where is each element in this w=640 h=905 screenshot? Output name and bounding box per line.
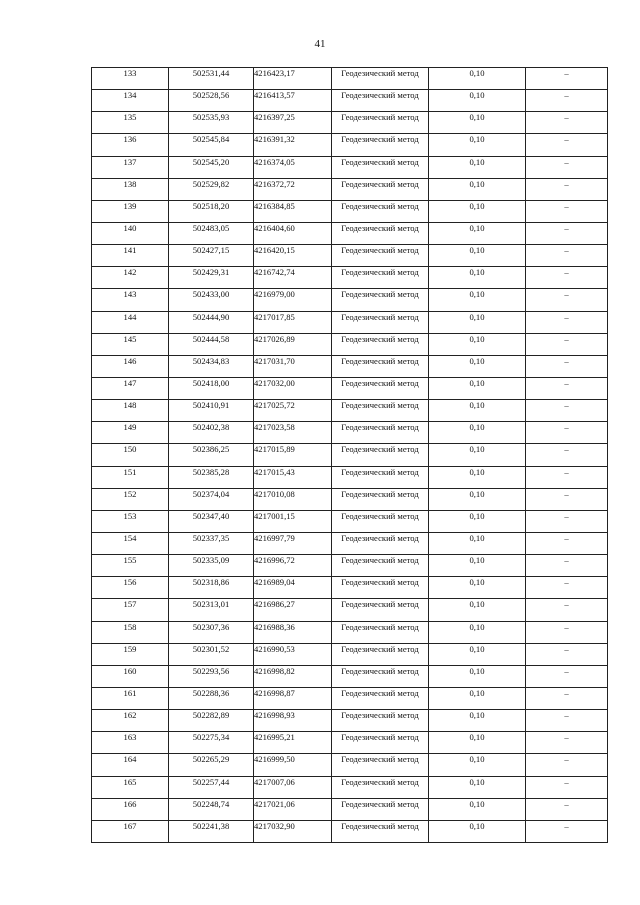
x-coordinate-cell: 502386,25: [169, 444, 254, 466]
x-coordinate-cell: 502385,28: [169, 466, 254, 488]
dash-cell: –: [526, 355, 608, 377]
y-coordinate-cell: 4216404,60: [254, 222, 332, 244]
point-number-cell: 160: [92, 665, 169, 687]
method-cell: Геодезический метод: [332, 687, 429, 709]
x-coordinate-cell: 502313,01: [169, 599, 254, 621]
point-number-cell: 164: [92, 754, 169, 776]
x-coordinate-cell: 502535,93: [169, 112, 254, 134]
point-number-cell: 161: [92, 687, 169, 709]
method-cell: Геодезический метод: [332, 267, 429, 289]
accuracy-cell: 0,10: [429, 466, 526, 488]
method-cell: Геодезический метод: [332, 112, 429, 134]
dash-cell: –: [526, 200, 608, 222]
x-coordinate-cell: 502347,40: [169, 510, 254, 532]
point-number-cell: 148: [92, 400, 169, 422]
dash-cell: –: [526, 820, 608, 842]
y-coordinate-cell: 4216413,57: [254, 90, 332, 112]
method-cell: Геодезический метод: [332, 355, 429, 377]
method-cell: Геодезический метод: [332, 754, 429, 776]
method-cell: Геодезический метод: [332, 466, 429, 488]
method-cell: Геодезический метод: [332, 134, 429, 156]
table-row: [92, 776, 608, 798]
method-cell: Геодезический метод: [332, 488, 429, 510]
x-coordinate-cell: 502433,00: [169, 289, 254, 311]
table-row: [92, 466, 608, 488]
accuracy-cell: 0,10: [429, 687, 526, 709]
accuracy-cell: 0,10: [429, 377, 526, 399]
x-coordinate-cell: 502545,84: [169, 134, 254, 156]
point-number-cell: 141: [92, 245, 169, 267]
point-number-cell: 145: [92, 333, 169, 355]
y-coordinate-cell: 4216979,00: [254, 289, 332, 311]
accuracy-cell: 0,10: [429, 311, 526, 333]
x-coordinate-cell: 502418,00: [169, 377, 254, 399]
dash-cell: –: [526, 333, 608, 355]
x-coordinate-cell: 502241,38: [169, 820, 254, 842]
table-row: [92, 732, 608, 754]
dash-cell: –: [526, 555, 608, 577]
point-number-cell: 143: [92, 289, 169, 311]
page-number: 41: [314, 38, 326, 50]
point-number-cell: 139: [92, 200, 169, 222]
dash-cell: –: [526, 289, 608, 311]
method-cell: Геодезический метод: [332, 200, 429, 222]
x-coordinate-cell: 502307,36: [169, 621, 254, 643]
accuracy-cell: 0,10: [429, 599, 526, 621]
y-coordinate-cell: 4216374,05: [254, 156, 332, 178]
method-cell: Геодезический метод: [332, 289, 429, 311]
method-cell: Геодезический метод: [332, 510, 429, 532]
table-row: [92, 532, 608, 554]
table-row: [92, 621, 608, 643]
accuracy-cell: 0,10: [429, 643, 526, 665]
point-number-cell: 163: [92, 732, 169, 754]
x-coordinate-cell: 502337,35: [169, 532, 254, 554]
y-coordinate-cell: 4217001,15: [254, 510, 332, 532]
y-coordinate-cell: 4217021,06: [254, 798, 332, 820]
method-cell: Геодезический метод: [332, 732, 429, 754]
y-coordinate-cell: 4217032,90: [254, 820, 332, 842]
dash-cell: –: [526, 776, 608, 798]
y-coordinate-cell: 4217023,58: [254, 422, 332, 444]
accuracy-cell: 0,10: [429, 776, 526, 798]
y-coordinate-cell: 4216420,15: [254, 245, 332, 267]
method-cell: Геодезический метод: [332, 555, 429, 577]
point-number-cell: 154: [92, 532, 169, 554]
dash-cell: –: [526, 599, 608, 621]
y-coordinate-cell: 4216397,25: [254, 112, 332, 134]
x-coordinate-cell: 502335,09: [169, 555, 254, 577]
point-number-cell: 167: [92, 820, 169, 842]
accuracy-cell: 0,10: [429, 510, 526, 532]
table-row: [92, 90, 608, 112]
accuracy-cell: 0,10: [429, 798, 526, 820]
y-coordinate-cell: 4216999,50: [254, 754, 332, 776]
table-row: [92, 643, 608, 665]
accuracy-cell: 0,10: [429, 732, 526, 754]
point-number-cell: 155: [92, 555, 169, 577]
method-cell: Геодезический метод: [332, 643, 429, 665]
point-number-cell: 135: [92, 112, 169, 134]
accuracy-cell: 0,10: [429, 444, 526, 466]
dash-cell: –: [526, 422, 608, 444]
point-number-cell: 156: [92, 577, 169, 599]
point-number-cell: 151: [92, 466, 169, 488]
dash-cell: –: [526, 90, 608, 112]
point-number-cell: 153: [92, 510, 169, 532]
accuracy-cell: 0,10: [429, 820, 526, 842]
table-row: [92, 245, 608, 267]
dash-cell: –: [526, 156, 608, 178]
accuracy-cell: 0,10: [429, 754, 526, 776]
dash-cell: –: [526, 267, 608, 289]
table-row: [92, 599, 608, 621]
point-number-cell: 152: [92, 488, 169, 510]
method-cell: Геодезический метод: [332, 178, 429, 200]
method-cell: Геодезический метод: [332, 68, 429, 90]
dash-cell: –: [526, 112, 608, 134]
dash-cell: –: [526, 444, 608, 466]
accuracy-cell: 0,10: [429, 289, 526, 311]
dash-cell: –: [526, 400, 608, 422]
method-cell: Геодезический метод: [332, 311, 429, 333]
y-coordinate-cell: 4216995,21: [254, 732, 332, 754]
point-number-cell: 133: [92, 68, 169, 90]
accuracy-cell: 0,10: [429, 90, 526, 112]
x-coordinate-cell: 502275,34: [169, 732, 254, 754]
coordinates-table: [91, 67, 608, 843]
point-number-cell: 144: [92, 311, 169, 333]
point-number-cell: 162: [92, 710, 169, 732]
accuracy-cell: 0,10: [429, 355, 526, 377]
y-coordinate-cell: 4216990,53: [254, 643, 332, 665]
table-row: [92, 178, 608, 200]
table-row: [92, 333, 608, 355]
table-row: [92, 820, 608, 842]
y-coordinate-cell: 4216998,93: [254, 710, 332, 732]
table-row: [92, 311, 608, 333]
dash-cell: –: [526, 466, 608, 488]
dash-cell: –: [526, 798, 608, 820]
point-number-cell: 146: [92, 355, 169, 377]
dash-cell: –: [526, 732, 608, 754]
method-cell: Геодезический метод: [332, 156, 429, 178]
accuracy-cell: 0,10: [429, 134, 526, 156]
table-row: [92, 577, 608, 599]
y-coordinate-cell: 4217026,89: [254, 333, 332, 355]
method-cell: Геодезический метод: [332, 577, 429, 599]
x-coordinate-cell: 502402,38: [169, 422, 254, 444]
accuracy-cell: 0,10: [429, 178, 526, 200]
table-row: [92, 555, 608, 577]
method-cell: Геодезический метод: [332, 798, 429, 820]
x-coordinate-cell: 502545,20: [169, 156, 254, 178]
y-coordinate-cell: 4216384,85: [254, 200, 332, 222]
y-coordinate-cell: 4216372,72: [254, 178, 332, 200]
accuracy-cell: 0,10: [429, 422, 526, 444]
accuracy-cell: 0,10: [429, 68, 526, 90]
method-cell: Геодезический метод: [332, 333, 429, 355]
x-coordinate-cell: 502288,36: [169, 687, 254, 709]
x-coordinate-cell: 502248,74: [169, 798, 254, 820]
x-coordinate-cell: 502531,44: [169, 68, 254, 90]
method-cell: Геодезический метод: [332, 532, 429, 554]
x-coordinate-cell: 502265,29: [169, 754, 254, 776]
table-row: [92, 112, 608, 134]
y-coordinate-cell: 4216998,82: [254, 665, 332, 687]
table-row: [92, 267, 608, 289]
table-row: [92, 444, 608, 466]
table-row: [92, 687, 608, 709]
y-coordinate-cell: 4217010,08: [254, 488, 332, 510]
x-coordinate-cell: 502444,58: [169, 333, 254, 355]
point-number-cell: 137: [92, 156, 169, 178]
table-row: [92, 156, 608, 178]
accuracy-cell: 0,10: [429, 267, 526, 289]
x-coordinate-cell: 502518,20: [169, 200, 254, 222]
accuracy-cell: 0,10: [429, 112, 526, 134]
y-coordinate-cell: 4216998,87: [254, 687, 332, 709]
point-number-cell: 140: [92, 222, 169, 244]
accuracy-cell: 0,10: [429, 200, 526, 222]
accuracy-cell: 0,10: [429, 532, 526, 554]
dash-cell: –: [526, 577, 608, 599]
dash-cell: –: [526, 377, 608, 399]
accuracy-cell: 0,10: [429, 156, 526, 178]
table-row: [92, 355, 608, 377]
y-coordinate-cell: 4216423,17: [254, 68, 332, 90]
x-coordinate-cell: 502282,89: [169, 710, 254, 732]
table-row: [92, 665, 608, 687]
point-number-cell: 166: [92, 798, 169, 820]
table-row: [92, 510, 608, 532]
dash-cell: –: [526, 532, 608, 554]
y-coordinate-cell: 4217007,06: [254, 776, 332, 798]
x-coordinate-cell: 502318,86: [169, 577, 254, 599]
dash-cell: –: [526, 68, 608, 90]
x-coordinate-cell: 502483,05: [169, 222, 254, 244]
y-coordinate-cell: 4216742,74: [254, 267, 332, 289]
table-row: [92, 200, 608, 222]
method-cell: Геодезический метод: [332, 222, 429, 244]
dash-cell: –: [526, 510, 608, 532]
table-row: [92, 754, 608, 776]
table-row: [92, 134, 608, 156]
table-row: [92, 289, 608, 311]
y-coordinate-cell: 4216996,72: [254, 555, 332, 577]
method-cell: Геодезический метод: [332, 665, 429, 687]
y-coordinate-cell: 4216997,79: [254, 532, 332, 554]
point-number-cell: 165: [92, 776, 169, 798]
x-coordinate-cell: 502427,15: [169, 245, 254, 267]
dash-cell: –: [526, 643, 608, 665]
point-number-cell: 157: [92, 599, 169, 621]
y-coordinate-cell: 4217015,43: [254, 466, 332, 488]
dash-cell: –: [526, 710, 608, 732]
method-cell: Геодезический метод: [332, 444, 429, 466]
point-number-cell: 136: [92, 134, 169, 156]
accuracy-cell: 0,10: [429, 555, 526, 577]
accuracy-cell: 0,10: [429, 665, 526, 687]
x-coordinate-cell: 502434,83: [169, 355, 254, 377]
point-number-cell: 150: [92, 444, 169, 466]
y-coordinate-cell: 4216391,32: [254, 134, 332, 156]
method-cell: Геодезический метод: [332, 245, 429, 267]
accuracy-cell: 0,10: [429, 710, 526, 732]
table-row: [92, 377, 608, 399]
method-cell: Геодезический метод: [332, 776, 429, 798]
method-cell: Геодезический метод: [332, 90, 429, 112]
y-coordinate-cell: 4217032,00: [254, 377, 332, 399]
y-coordinate-cell: 4217017,85: [254, 311, 332, 333]
dash-cell: –: [526, 621, 608, 643]
table-row: [92, 710, 608, 732]
accuracy-cell: 0,10: [429, 488, 526, 510]
dash-cell: –: [526, 134, 608, 156]
x-coordinate-cell: 502410,91: [169, 400, 254, 422]
point-number-cell: 147: [92, 377, 169, 399]
dash-cell: –: [526, 754, 608, 776]
x-coordinate-cell: 502293,56: [169, 665, 254, 687]
point-number-cell: 159: [92, 643, 169, 665]
y-coordinate-cell: 4217015,89: [254, 444, 332, 466]
table-row: [92, 400, 608, 422]
coordinates-table-body: [92, 68, 608, 843]
x-coordinate-cell: 502257,44: [169, 776, 254, 798]
x-coordinate-cell: 502529,82: [169, 178, 254, 200]
accuracy-cell: 0,10: [429, 577, 526, 599]
dash-cell: –: [526, 245, 608, 267]
y-coordinate-cell: 4217031,70: [254, 355, 332, 377]
x-coordinate-cell: 502444,90: [169, 311, 254, 333]
accuracy-cell: 0,10: [429, 333, 526, 355]
y-coordinate-cell: 4216986,27: [254, 599, 332, 621]
point-number-cell: 149: [92, 422, 169, 444]
method-cell: Геодезический метод: [332, 599, 429, 621]
table-row: [92, 798, 608, 820]
accuracy-cell: 0,10: [429, 222, 526, 244]
point-number-cell: 158: [92, 621, 169, 643]
dash-cell: –: [526, 665, 608, 687]
x-coordinate-cell: 502429,31: [169, 267, 254, 289]
method-cell: Геодезический метод: [332, 710, 429, 732]
table-row: [92, 222, 608, 244]
x-coordinate-cell: 502374,04: [169, 488, 254, 510]
accuracy-cell: 0,10: [429, 400, 526, 422]
y-coordinate-cell: 4216988,36: [254, 621, 332, 643]
method-cell: Геодезический метод: [332, 400, 429, 422]
dash-cell: –: [526, 178, 608, 200]
dash-cell: –: [526, 222, 608, 244]
table-row: [92, 422, 608, 444]
method-cell: Геодезический метод: [332, 621, 429, 643]
point-number-cell: 142: [92, 267, 169, 289]
table-row: [92, 488, 608, 510]
table-row: [92, 68, 608, 90]
dash-cell: –: [526, 311, 608, 333]
method-cell: Геодезический метод: [332, 377, 429, 399]
x-coordinate-cell: 502301,52: [169, 643, 254, 665]
method-cell: Геодезический метод: [332, 820, 429, 842]
point-number-cell: 138: [92, 178, 169, 200]
y-coordinate-cell: 4216989,04: [254, 577, 332, 599]
dash-cell: –: [526, 488, 608, 510]
accuracy-cell: 0,10: [429, 245, 526, 267]
dash-cell: –: [526, 687, 608, 709]
x-coordinate-cell: 502528,56: [169, 90, 254, 112]
accuracy-cell: 0,10: [429, 621, 526, 643]
method-cell: Геодезический метод: [332, 422, 429, 444]
y-coordinate-cell: 4217025,72: [254, 400, 332, 422]
point-number-cell: 134: [92, 90, 169, 112]
